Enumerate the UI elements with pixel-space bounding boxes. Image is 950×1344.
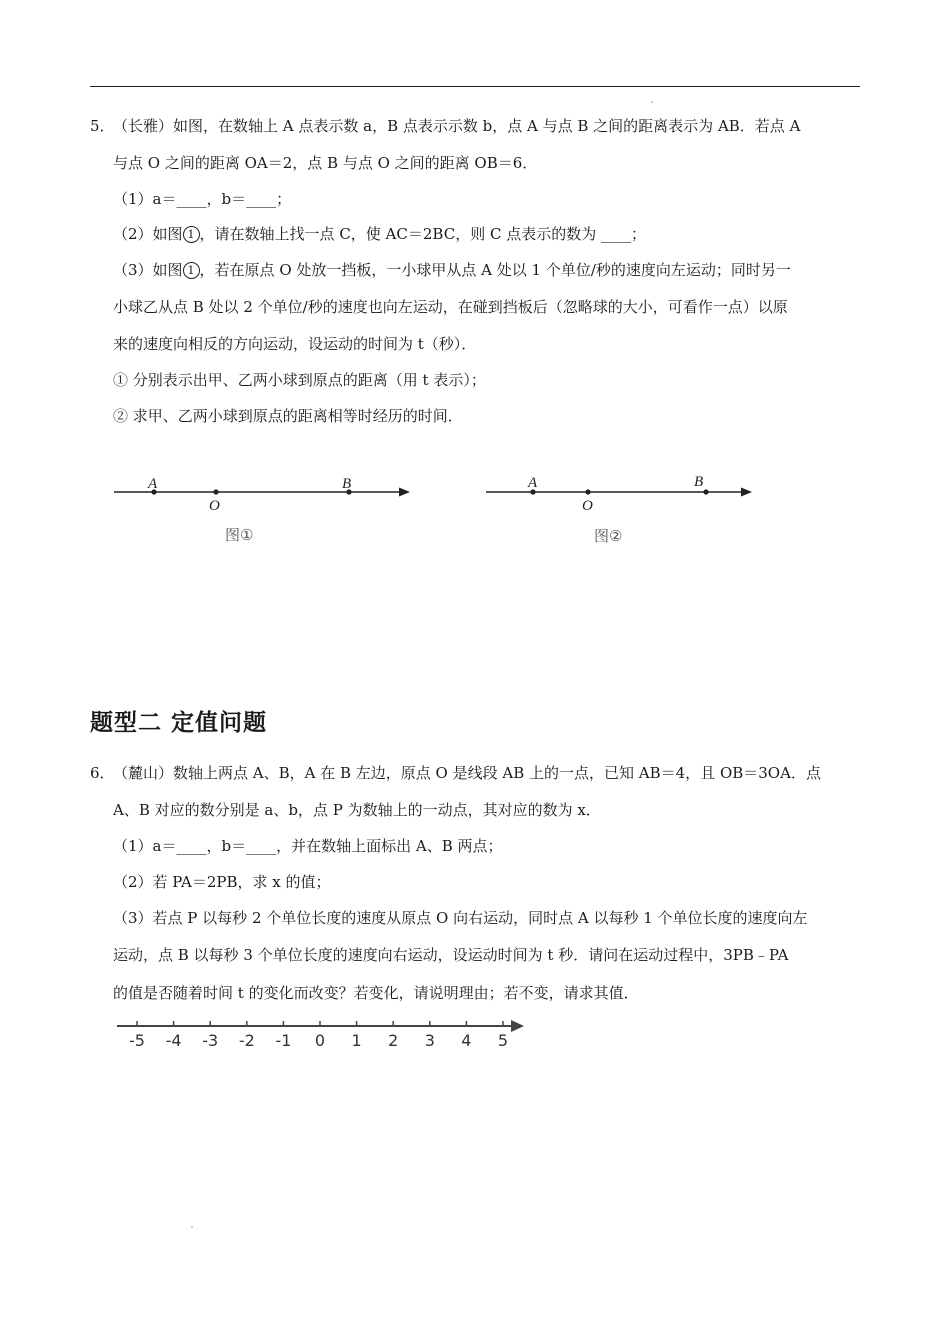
problem6-q3-line2: 运动，点 B 以每秒 3 个单位长度的速度向右运动，设运动时间为 t 秒．请问在运动过程中，3PB﹣PA xyxy=(113,946,789,964)
fig2-label-b: B xyxy=(694,474,704,490)
nl-tick-label: -3 xyxy=(202,1031,219,1050)
fig1-point-o xyxy=(213,489,218,494)
problem5-number: 5． xyxy=(90,117,115,135)
problem5-sub2: ② 求甲、乙两小球到原点的距离相等时经历的时间． xyxy=(113,407,463,425)
problem5-q1: （1）a＝____，b＝____； xyxy=(113,190,292,208)
nl-tick-label: 4 xyxy=(461,1031,472,1050)
fig2-point-o xyxy=(585,489,590,494)
problem6-q3-line3: 的值是否随着时间 t 的变化而改变？若变化，请说明理由；若不变，请求其值． xyxy=(113,984,639,1002)
problem5-q3-line3: 来的速度向相反的方向运动，设运动的时间为 t（秒）． xyxy=(113,335,477,353)
nl-tick-label: 2 xyxy=(388,1031,399,1050)
fig2-label-o: O xyxy=(582,498,593,514)
nl-tick-label: 0 xyxy=(314,1031,326,1050)
fig2-label-a: A xyxy=(528,475,538,491)
nl-tick-label: -1 xyxy=(275,1031,292,1050)
figure-1 xyxy=(114,476,410,544)
fig2-point-b xyxy=(703,489,708,494)
circled-one: 1 xyxy=(183,226,200,243)
q2-text: ，请在数轴上找一点 C，使 AC＝2BC，则 C 点表示的数为 ____； xyxy=(199,225,646,243)
problem6-number: 6． xyxy=(90,764,115,782)
problem5-sub1: ① 分别表示出甲、乙两小球到原点的距离（用 t 表示）； xyxy=(113,371,486,389)
problem6-line1: （麓山）数轴上两点 A、B，A 在 B 左边，原点 O 是线段 AB 上的一点，已知 AB＝4，且 OB＝3OA．点 xyxy=(113,764,821,782)
nl-tick-label: 5 xyxy=(497,1031,509,1050)
nl-tick-label: 1 xyxy=(351,1031,362,1050)
nl-tick-label: 3 xyxy=(424,1031,435,1050)
q2-prefix: （2）如图 xyxy=(113,225,183,243)
circled-one: 1 xyxy=(183,262,200,279)
fig2-caption: 图② xyxy=(594,527,623,545)
fig2-arrow xyxy=(741,488,752,497)
problem5-q3-line2: 小球乙从点 B 处以 2 个单位/秒的速度也向左运动，在碰到挡板后（忽略球的大小，可看作一点）以原 xyxy=(113,298,788,316)
nl-tick-label: -5 xyxy=(129,1031,145,1050)
nl-tick-label: -4 xyxy=(165,1031,182,1050)
problem6-q3: （3）若点 P 以每秒 2 个单位长度的速度从原点 O 向右运动，同时点 A 以每秒 1 个单位长度的速度向左 xyxy=(113,909,808,927)
problem6-q2: （2）若 PA＝2PB，求 x 的值； xyxy=(113,873,331,891)
fig1-label-a: A xyxy=(148,476,158,492)
figure-2 xyxy=(486,474,752,545)
q3-prefix: （3）如图 xyxy=(113,261,183,279)
q3-text: ，若在原点 O 处放一挡板，一小球甲从点 A 处以 1 个单位/秒的速度向左运动；同时另一 xyxy=(199,261,791,279)
nl-tick-label: -2 xyxy=(238,1031,255,1050)
problem6-line2: A、B 对应的数分别是 a、b，点 P 为数轴上的一动点，其对应的数为 x． xyxy=(113,801,601,819)
section-heading: 题型二 定值问题 xyxy=(90,710,268,736)
fig1-label-o: O xyxy=(209,498,220,514)
problem6-q1: （1）a＝____，b＝____，并在数轴上面标出 A、B 两点； xyxy=(113,837,503,855)
problem6-number-line xyxy=(117,1020,524,1050)
problem5-line2: 与点 O 之间的距离 OA＝2，点 B 与点 O 之间的距离 OB＝6． xyxy=(113,154,538,172)
fig1-arrow xyxy=(399,488,410,497)
fig1-label-b: B xyxy=(342,476,352,492)
fig1-caption: 图① xyxy=(225,526,254,544)
problem5-line1: （长雅）如图，在数轴上 A 点表示数 a，B 点表示示数 b，点 A 与点 B 之间的距离表示为 AB．若点 A xyxy=(113,117,801,135)
nl-arrow xyxy=(511,1020,524,1032)
